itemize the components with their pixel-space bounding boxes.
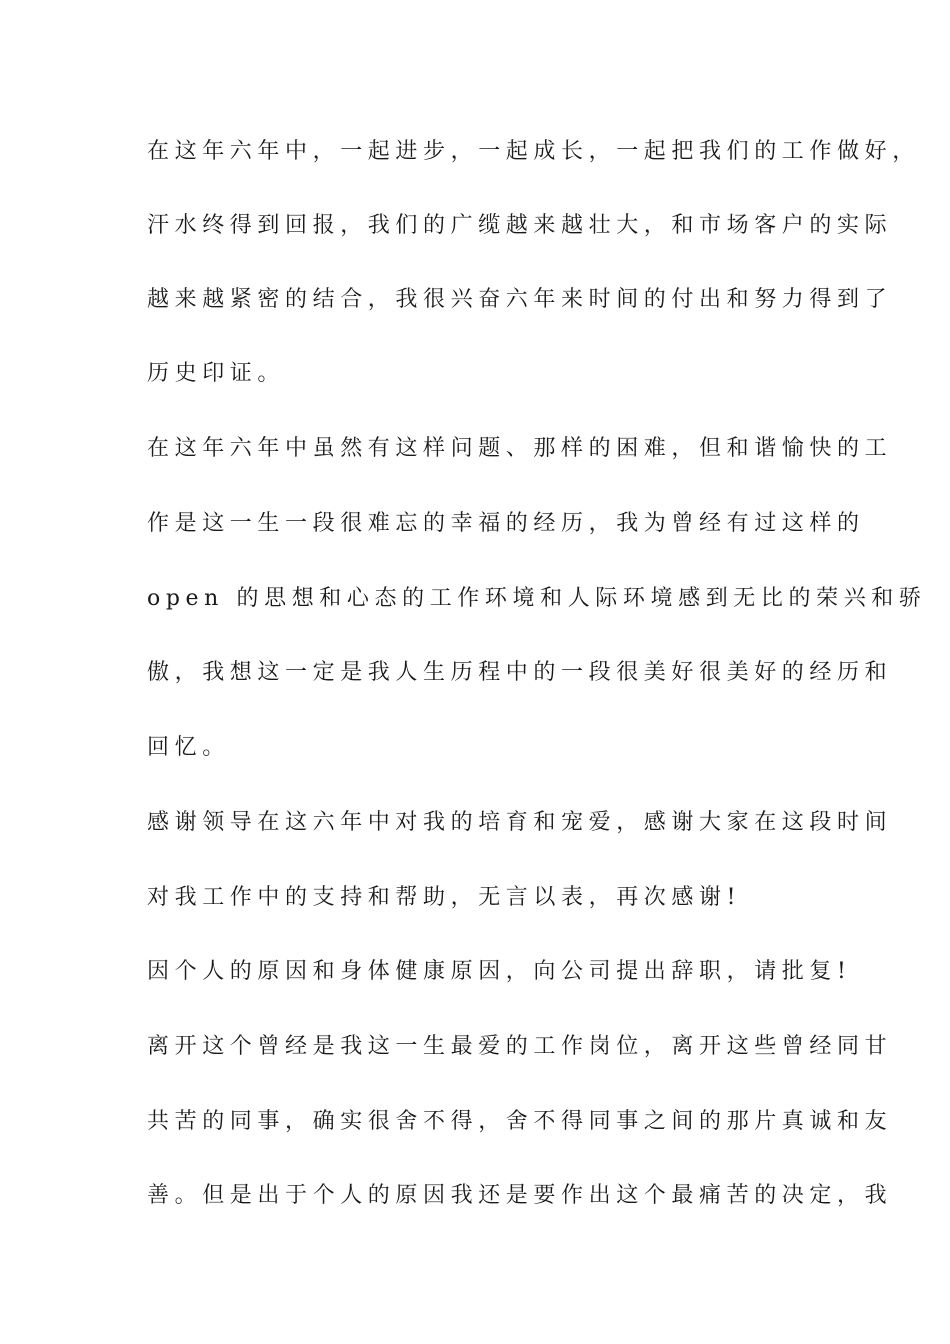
text-line: 越来越紧密的结合，我很兴奋六年来时间的付出和努力得到了 xyxy=(147,287,893,312)
text-line: 善。但是出于个人的原因我还是要作出这个最痛苦的决定，我 xyxy=(147,1183,893,1208)
text-line: 感谢领导在这六年中对我的培育和宠爱，感谢大家在这段时间 xyxy=(147,810,893,835)
text-line: 共苦的同事，确实很舍不得，舍不得同事之间的那片真诚和友 xyxy=(147,1109,893,1134)
text-line: 作是这一生一段很难忘的幸福的经历，我为曾经有过这样的 xyxy=(147,511,865,536)
text-line: open 的思想和心态的工作环境和人际环境感到无比的荣兴和骄 xyxy=(147,586,927,611)
text-line: 离开这个曾经是我这一生最爱的工作岗位，离开这些曾经同甘 xyxy=(147,1034,893,1059)
text-line: 历史印证。 xyxy=(147,361,286,386)
text-line: 汗水终得到回报，我们的广缆越来越壮大，和市场客户的实际 xyxy=(147,213,893,238)
text-line: 回忆。 xyxy=(147,735,230,760)
text-line: 在这年六年中虽然有这样问题、那样的困难，但和谐愉快的工 xyxy=(147,436,893,461)
text-line: 傲，我想这一定是我人生历程中的一段很美好很美好的经历和 xyxy=(147,660,893,685)
text-line: 因个人的原因和身体健康原因，向公司提出辞职，请批复! xyxy=(147,959,852,984)
text-line: 对我工作中的支持和帮助，无言以表，再次感谢! xyxy=(147,885,742,910)
text-line: 在这年六年中，一起进步，一起成长，一起把我们的工作做好， xyxy=(147,139,920,164)
